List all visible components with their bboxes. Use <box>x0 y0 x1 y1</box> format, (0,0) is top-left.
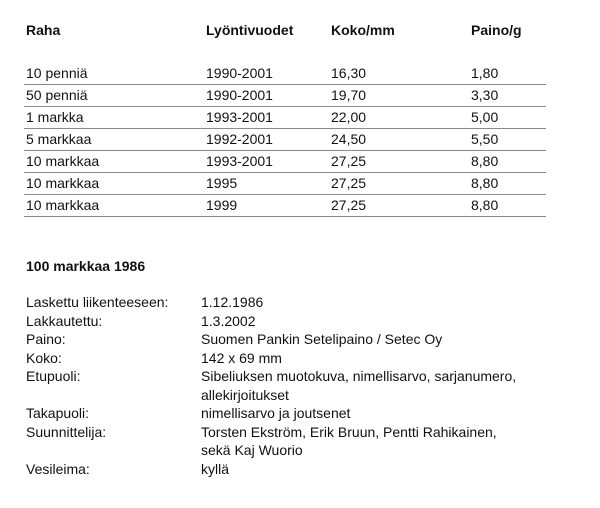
table-body <box>24 63 546 217</box>
cell-coin: 10 markkaa <box>26 153 100 169</box>
detail-label: Suunnittelija: <box>26 423 107 440</box>
detail-label: Paino: <box>26 331 66 347</box>
table-header <box>24 22 546 44</box>
cell-size: 27,25 <box>331 197 367 213</box>
detail-value: Sibeliuksen muotokuva, nimellisarvo, sarjanumero, allekirjoitukset <box>201 368 517 403</box>
detail-row <box>26 312 571 331</box>
cell-years: 1993-2001 <box>206 109 273 125</box>
detail-row <box>26 330 571 349</box>
cell-weight: 8,80 <box>471 197 499 213</box>
table-row <box>24 151 546 173</box>
cell-size: 27,25 <box>331 153 367 169</box>
cell-coin: 50 penniä <box>26 87 88 103</box>
detail-value: Suomen Pankin Setelipaino / Setec Oy <box>201 331 443 347</box>
detail-label: Etupuoli: <box>26 368 81 384</box>
cell-years: 1995 <box>206 175 238 191</box>
cell-size: 24,50 <box>331 131 367 147</box>
cell-coin: 10 markkaa <box>26 197 100 213</box>
detail-row <box>26 293 571 312</box>
cell-years: 1999 <box>206 197 238 213</box>
banknote-details <box>26 293 571 478</box>
header-lyontivuodet: Lyöntivuodet <box>206 22 294 38</box>
cell-weight: 8,80 <box>471 175 499 191</box>
detail-value: kyllä <box>201 460 230 477</box>
detail-label: Koko: <box>26 349 62 366</box>
cell-weight: 1,80 <box>471 65 499 81</box>
cell-weight: 3,30 <box>471 87 499 103</box>
detail-row <box>26 460 571 479</box>
table-row <box>24 85 546 107</box>
cell-size: 22,00 <box>331 109 367 125</box>
table-row <box>24 195 546 217</box>
detail-label: Laskettu liikenteeseen: <box>26 294 169 310</box>
banknote-title: 100 markkaa 1986 <box>26 258 146 274</box>
cell-years: 1993-2001 <box>206 153 273 169</box>
cell-coin: 5 markkaa <box>26 131 92 147</box>
cell-weight: 5,50 <box>471 131 499 147</box>
detail-value: 1.3.2002 <box>201 312 256 329</box>
cell-years: 1990-2001 <box>206 87 273 103</box>
detail-row <box>26 367 571 404</box>
header-paino: Paino/g <box>471 22 522 38</box>
table-row <box>24 129 546 151</box>
detail-value: 1.12.1986 <box>201 294 264 310</box>
detail-value: 142 x 69 mm <box>201 349 282 366</box>
cell-years: 1992-2001 <box>206 131 273 147</box>
detail-value: Torsten Ekström, Erik Bruun, Pentti Rahikainen, sekä Kaj Wuorio <box>201 423 497 458</box>
cell-coin: 1 markka <box>26 109 84 125</box>
cell-coin: 10 markkaa <box>26 175 100 191</box>
detail-row <box>26 404 571 423</box>
cell-size: 16,30 <box>331 65 367 81</box>
cell-size: 27,25 <box>331 175 367 191</box>
detail-label: Vesileima: <box>26 460 90 477</box>
cell-weight: 5,00 <box>471 109 499 125</box>
coins-table <box>24 22 546 217</box>
table-row <box>24 63 546 85</box>
cell-coin: 10 penniä <box>26 65 88 81</box>
header-koko: Koko/mm <box>331 22 395 38</box>
table-row <box>24 107 546 129</box>
header-raha: Raha <box>26 22 61 38</box>
detail-label: Takapuoli: <box>26 405 90 421</box>
detail-label: Lakkautettu: <box>26 312 103 329</box>
table-row <box>24 173 546 195</box>
detail-row <box>26 423 571 460</box>
cell-years: 1990-2001 <box>206 65 273 81</box>
cell-weight: 8,80 <box>471 153 499 169</box>
cell-size: 19,70 <box>331 87 367 103</box>
detail-row <box>26 349 571 368</box>
detail-value: nimellisarvo ja joutsenet <box>201 405 351 421</box>
